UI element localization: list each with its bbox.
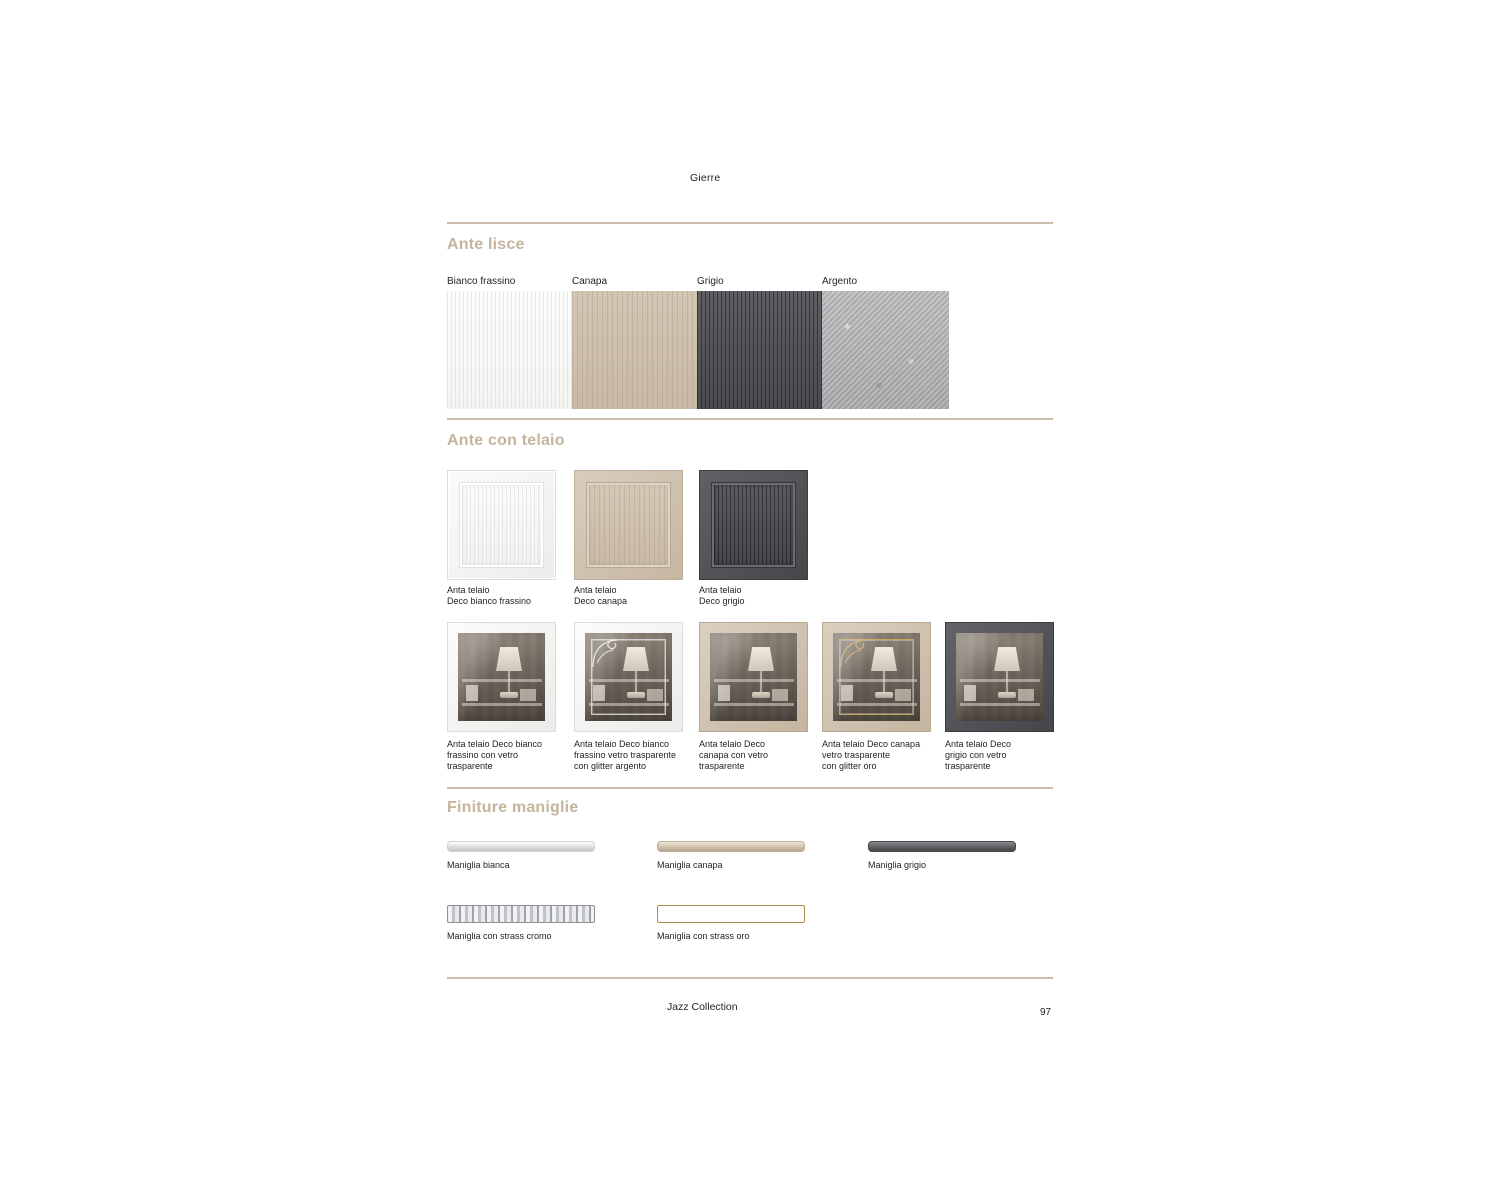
swatch-grigio (697, 291, 824, 409)
handle-maniglia-canapa (657, 841, 805, 852)
caption-line-3: trasparente (699, 761, 745, 771)
caption-door-grigio (699, 585, 745, 607)
divider-footer (447, 977, 1053, 979)
handle-maniglia-strass-cromo (447, 905, 595, 923)
caption-line-1: Anta telaio Deco (945, 739, 1012, 749)
caption-glass-door-4 (822, 739, 937, 772)
door-deco-grigio (699, 470, 808, 580)
caption-line-1: Anta telaio (447, 585, 490, 595)
swatch-argento (822, 291, 949, 409)
caption-line-3: trasparente (945, 761, 991, 771)
door-deco-canapa (574, 470, 683, 580)
caption-maniglia-bianca: Maniglia bianca (447, 860, 510, 870)
caption-line-1: Anta telaio (699, 585, 742, 595)
caption-glass-door-2 (574, 739, 690, 772)
glass-door-canapa (699, 622, 808, 732)
glass-door-grigio (945, 622, 1054, 732)
footer-collection-title: Jazz Collection (667, 1001, 738, 1013)
swatch-label-argento: Argento (822, 276, 858, 287)
handle-maniglia-bianca (447, 841, 595, 852)
swatch-label-bianco-frassino: Bianco frassino (447, 276, 516, 287)
glass-door-bianco-frassino (447, 622, 556, 732)
caption-maniglia-canapa: Maniglia canapa (657, 860, 723, 870)
caption-line-1: Anta telaio Deco canapa (822, 739, 921, 749)
swatch-label-canapa: Canapa (572, 276, 608, 287)
caption-door-bianco-frassino (447, 585, 531, 607)
caption-line-1: Anta telaio Deco bianco (447, 739, 543, 749)
caption-line-2: Deco canapa (574, 596, 628, 606)
caption-line-2: canapa con vetro (699, 750, 769, 760)
caption-line-1: Anta telaio (574, 585, 617, 595)
caption-line-2: frassino vetro trasparente (574, 750, 677, 760)
glass-door-canapa-glitter-oro (822, 622, 931, 732)
door-deco-bianco-frassino (447, 470, 556, 580)
brand-name: Gierre (690, 172, 721, 184)
handle-maniglia-grigio (868, 841, 1016, 852)
caption-line-2: vetro trasparente (822, 750, 891, 760)
caption-line-3: con glitter argento (574, 761, 647, 771)
divider-finiture-maniglie (447, 787, 1053, 789)
caption-glass-door-1 (447, 739, 557, 772)
glass-door-bianco-frassino-glitter-argento (574, 622, 683, 732)
section-title-ante-lisce: Ante lisce (447, 236, 525, 253)
caption-line-1: Anta telaio Deco bianco (574, 739, 670, 749)
swatch-canapa (572, 291, 699, 409)
handle-maniglia-strass-oro (657, 905, 805, 923)
caption-maniglia-strass-cromo: Maniglia con strass cromo (447, 931, 552, 941)
caption-line-2: frassino con vetro (447, 750, 519, 760)
caption-line-3: con glitter oro (822, 761, 877, 771)
page-number: 97 (1040, 1007, 1052, 1018)
caption-door-canapa (574, 585, 627, 607)
caption-line-1: Anta telaio Deco (699, 739, 766, 749)
section-title-ante-con-telaio: Ante con telaio (447, 432, 565, 449)
caption-glass-door-5 (945, 739, 1055, 772)
caption-line-2: Deco grigio (699, 596, 745, 606)
section-title-finiture-maniglie: Finiture maniglie (447, 799, 579, 816)
caption-line-3: trasparente (447, 761, 493, 771)
divider-ante-lisce (447, 222, 1053, 224)
caption-glass-door-3 (699, 739, 809, 772)
swatch-label-grigio: Grigio (697, 276, 724, 287)
caption-maniglia-grigio: Maniglia grigio (868, 860, 927, 870)
caption-line-2: Deco bianco frassino (447, 596, 532, 606)
swatch-bianco-frassino (447, 291, 574, 409)
caption-maniglia-strass-oro: Maniglia con strass oro (657, 931, 750, 941)
caption-line-2: grigio con vetro (945, 750, 1007, 760)
divider-ante-con-telaio (447, 418, 1053, 420)
